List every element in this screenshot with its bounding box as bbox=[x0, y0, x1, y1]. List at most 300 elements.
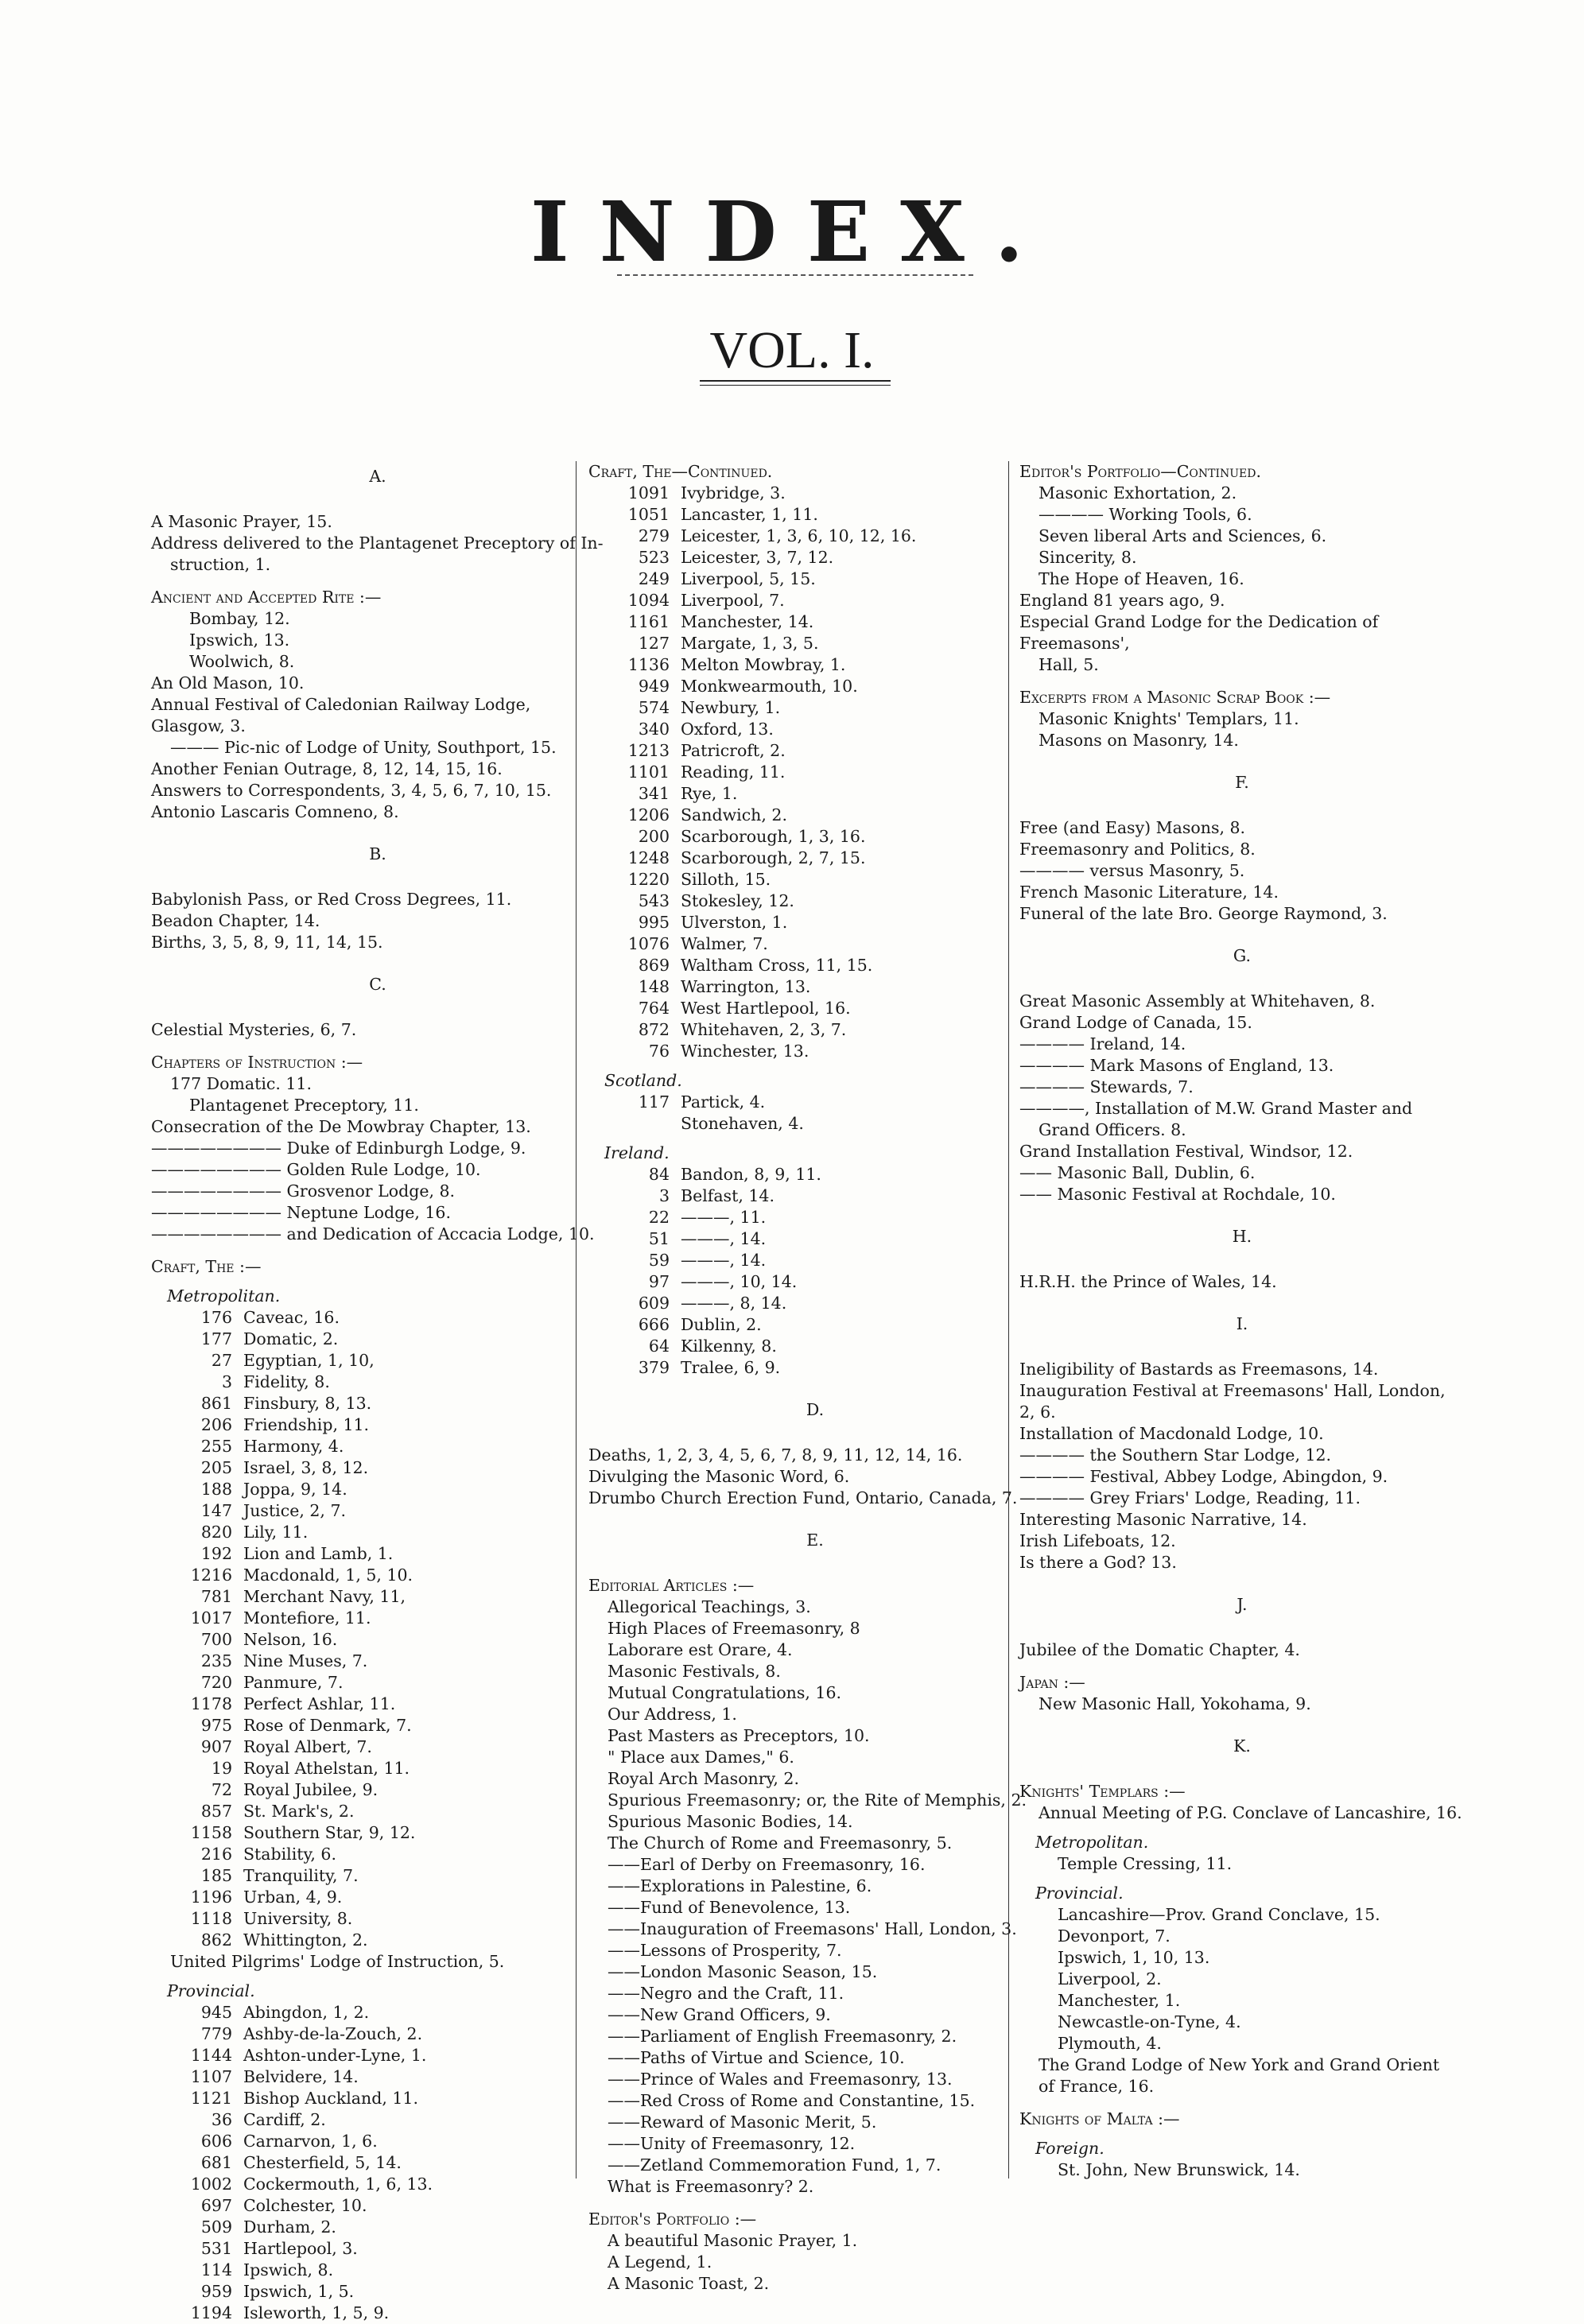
lodge-entry bbox=[151, 1779, 604, 1801]
lodge-number: 1194 bbox=[190, 2303, 232, 2322]
lodge-name: Ashton-under-Lyne, 1. bbox=[243, 2046, 427, 2065]
lodge-entry bbox=[588, 805, 1042, 826]
lodge-name: Merchant Navy, 11, bbox=[243, 1587, 406, 1606]
lodge-entry bbox=[151, 1629, 604, 1651]
index-entry: H.R.H. the Prince of Wales, 14. bbox=[1019, 1272, 1277, 1291]
lodge-name: Macdonald, 1, 5, 10. bbox=[243, 1565, 413, 1585]
category-heading: Ancient and Accepted Rite :— bbox=[151, 588, 382, 607]
index-entry: The Grand Lodge of New York and Grand Orient bbox=[1039, 2055, 1440, 2074]
index-entry: ——Zetland Commemoration Fund, 1, 7. bbox=[608, 2155, 941, 2175]
lodge-name: Harmony, 4. bbox=[243, 1437, 344, 1456]
lodge-number: 531 bbox=[200, 2239, 232, 2258]
index-entry: United Pilgrims' Lodge of Instruction, 5. bbox=[170, 1952, 505, 1971]
index-entry: Lancashire—Prov. Grand Conclave, 15. bbox=[1058, 1905, 1380, 1924]
index-entry: Masonic Exhortation, 2. bbox=[1039, 483, 1237, 502]
lodge-name: Stokesley, 12. bbox=[681, 891, 794, 910]
index-entry: Great Masonic Assembly at Whitehaven, 8. bbox=[1019, 991, 1376, 1011]
lodge-number: 59 bbox=[648, 1251, 670, 1270]
index-entry: Grand Lodge of Canada, 15. bbox=[1019, 1013, 1252, 1032]
letter-heading: A. bbox=[369, 467, 386, 486]
lodge-number: 147 bbox=[200, 1501, 232, 1520]
lodge-entry bbox=[151, 2238, 604, 2260]
lodge-number: 523 bbox=[638, 548, 670, 567]
lodge-entry bbox=[151, 1758, 604, 1779]
lodge-entry bbox=[588, 1207, 1042, 1228]
lodge-entry bbox=[588, 676, 1042, 697]
category-heading: Craft, The—Continued. bbox=[588, 462, 773, 481]
index-entry: Our Address, 1. bbox=[608, 1705, 737, 1724]
lodge-entry bbox=[588, 955, 1042, 976]
lodge-entry bbox=[588, 504, 1042, 526]
lodge-name: Scarborough, 1, 3, 16. bbox=[681, 827, 866, 846]
lodge-number: 1118 bbox=[190, 1909, 232, 1928]
lodge-name: Stability, 6. bbox=[243, 1845, 336, 1864]
lodge-name: Oxford, 13. bbox=[681, 720, 774, 739]
lodge-name: Fidelity, 8. bbox=[243, 1372, 330, 1391]
lodge-entry bbox=[588, 1293, 1042, 1314]
lodge-name: Lancaster, 1, 11. bbox=[681, 505, 818, 524]
index-entry: ———— Grey Friars' Lodge, Reading, 11. bbox=[1019, 1488, 1361, 1507]
lodge-number: 820 bbox=[200, 1523, 232, 1542]
lodge-name: Hartlepool, 3. bbox=[243, 2239, 358, 2258]
index-entry: Answers to Correspondents, 3, 4, 5, 6, 7, 10, 15. bbox=[151, 781, 552, 800]
subsection-heading: Scotland. bbox=[604, 1071, 682, 1090]
lodge-entry bbox=[151, 2217, 604, 2238]
lodge-entry bbox=[151, 1522, 604, 1543]
index-entry: ———————— Golden Rule Lodge, 10. bbox=[151, 1160, 481, 1179]
index-entry: ———————— and Dedication of Accacia Lodge, 10. bbox=[151, 1224, 595, 1243]
lodge-name: Caveac, 16. bbox=[243, 1308, 340, 1327]
lodge-number: 1158 bbox=[190, 1823, 232, 1842]
lodge-entry bbox=[588, 719, 1042, 740]
lodge-name: Urban, 4, 9. bbox=[243, 1888, 343, 1907]
lodge-number: 609 bbox=[638, 1294, 670, 1313]
index-entry: Bombay, 12. bbox=[189, 609, 290, 628]
lodge-entry bbox=[151, 1865, 604, 1887]
lodge-number: 700 bbox=[200, 1630, 232, 1649]
lodge-name: Belvidere, 14. bbox=[243, 2067, 359, 2086]
lodge-entry bbox=[151, 1479, 604, 1500]
index-entry: ——Prince of Wales and Freemasonry, 13. bbox=[608, 2070, 953, 2089]
lodge-number: 781 bbox=[200, 1587, 232, 1606]
lodge-entry bbox=[588, 526, 1042, 547]
column-divider bbox=[576, 461, 577, 2179]
index-entry: Antonio Lascaris Comneno, 8. bbox=[151, 802, 399, 821]
lodge-entry bbox=[151, 1543, 604, 1565]
subsection-heading: Metropolitan. bbox=[167, 1286, 281, 1306]
index-entry: ———— Mark Masons of England, 13. bbox=[1019, 1056, 1334, 1075]
index-entry: Ipswich, 1, 10, 13. bbox=[1058, 1948, 1210, 1967]
lodge-name: Rose of Denmark, 7. bbox=[243, 1716, 412, 1735]
index-entry: Spurious Freemasonry; or, the Rite of Memphis, 2. bbox=[608, 1791, 1027, 1810]
lodge-number: 764 bbox=[638, 999, 670, 1018]
lodge-entry bbox=[588, 1336, 1042, 1357]
lodge-entry bbox=[151, 1801, 604, 1822]
lodge-name: Justice, 2, 7. bbox=[243, 1501, 347, 1520]
lodge-name: Joppa, 9, 14. bbox=[243, 1480, 347, 1499]
subsection-heading: Provincial. bbox=[1035, 1884, 1124, 1903]
index-entry: of France, 16. bbox=[1039, 2077, 1155, 2096]
lodge-name: Israel, 3, 8, 12. bbox=[243, 1458, 369, 1477]
lodge-entry bbox=[151, 1565, 604, 1586]
lodge-number: 36 bbox=[211, 2110, 232, 2129]
index-entry: Funeral of the late Bro. George Raymond, 3. bbox=[1019, 904, 1388, 923]
lodge-entry bbox=[151, 1887, 604, 1908]
lodge-entry bbox=[151, 1822, 604, 1844]
index-entry: Masons on Masonry, 14. bbox=[1039, 731, 1239, 750]
lodge-name: Margate, 1, 3, 5. bbox=[681, 634, 819, 653]
lodge-name: Tralee, 6, 9. bbox=[681, 1358, 781, 1377]
lodge-name: Southern Star, 9, 12. bbox=[243, 1823, 416, 1842]
lodge-number: 697 bbox=[200, 2196, 232, 2215]
index-entry: An Old Mason, 10. bbox=[151, 673, 305, 693]
lodge-number: 779 bbox=[200, 2024, 232, 2043]
index-entry: ——Parliament of English Freemasonry, 2. bbox=[608, 2027, 957, 2046]
lodge-name: Isleworth, 1, 5, 9. bbox=[243, 2303, 390, 2322]
index-entry: ———————— Duke of Edinburgh Lodge, 9. bbox=[151, 1139, 526, 1158]
index-entry: Interesting Masonic Narrative, 14. bbox=[1019, 1510, 1307, 1529]
lodge-number: 862 bbox=[200, 1930, 232, 1950]
lodge-name: Ipswich, 8. bbox=[243, 2260, 334, 2279]
lodge-entry bbox=[151, 1500, 604, 1522]
lodge-name: Whittington, 2. bbox=[243, 1930, 368, 1950]
lodge-number: 114 bbox=[200, 2260, 232, 2279]
lodge-entry bbox=[151, 2088, 604, 2109]
lodge-name: Ivybridge, 3. bbox=[681, 483, 786, 502]
lodge-entry bbox=[588, 976, 1042, 998]
lodge-entry bbox=[588, 890, 1042, 912]
index-entry: ——Red Cross of Rome and Constantine, 15. bbox=[608, 2091, 976, 2110]
index-entry: Manchester, 1. bbox=[1058, 1991, 1181, 2010]
lodge-number: 1101 bbox=[627, 762, 670, 782]
letter-heading: E. bbox=[806, 1531, 824, 1550]
index-entry: New Masonic Hall, Yokohama, 9. bbox=[1039, 1694, 1311, 1713]
lodge-entry bbox=[151, 1350, 604, 1372]
letter-heading: D. bbox=[806, 1400, 825, 1419]
index-entry: Grand Officers. 8. bbox=[1039, 1120, 1186, 1139]
lodge-name: Patricroft, 2. bbox=[681, 741, 786, 760]
lodge-entry bbox=[588, 998, 1042, 1019]
lodge-number: 1178 bbox=[190, 1694, 232, 1713]
category-heading: Japan :— bbox=[1019, 1673, 1085, 1692]
index-column-2 bbox=[588, 461, 1042, 2295]
lodge-name: Winchester, 13. bbox=[681, 1042, 809, 1061]
lodge-name: Montefiore, 11. bbox=[243, 1608, 371, 1628]
lodge-name: Walmer, 7. bbox=[681, 934, 768, 953]
index-entry: ——Earl of Derby on Freemasonry, 16. bbox=[608, 1855, 926, 1874]
lodge-entry bbox=[151, 1930, 604, 1951]
index-entry: Another Fenian Outrage, 8, 12, 14, 15, 16. bbox=[151, 759, 503, 778]
lodge-number: 216 bbox=[200, 1845, 232, 1864]
lodge-entry bbox=[588, 1250, 1042, 1271]
lodge-entry bbox=[588, 1228, 1042, 1250]
lodge-number: 22 bbox=[648, 1208, 670, 1227]
category-heading: Editorial Articles :— bbox=[588, 1576, 755, 1595]
lodge-number: 1017 bbox=[190, 1608, 232, 1628]
lodge-name: Lily, 11. bbox=[243, 1523, 309, 1542]
index-entry: Masonic Festivals, 8. bbox=[608, 1662, 781, 1681]
lodge-number: 117 bbox=[638, 1092, 670, 1112]
index-entry: ———— Ireland, 14. bbox=[1019, 1034, 1186, 1053]
letter-heading: H. bbox=[1232, 1227, 1252, 1246]
lodge-number: 1206 bbox=[627, 805, 670, 824]
lodge-number: 185 bbox=[200, 1866, 232, 1885]
lodge-number: 869 bbox=[638, 956, 670, 975]
index-entry: ——Inauguration of Freemasons' Hall, London, 3. bbox=[608, 1919, 1017, 1938]
lodge-number: 64 bbox=[648, 1337, 670, 1356]
lodge-number: 1051 bbox=[627, 505, 670, 524]
index-entry: Spurious Masonic Bodies, 14. bbox=[608, 1812, 853, 1831]
lodge-name: Whitehaven, 2, 3, 7. bbox=[681, 1020, 847, 1039]
lodge-entry bbox=[151, 1586, 604, 1608]
index-entry: Installation of Macdonald Lodge, 10. bbox=[1019, 1424, 1324, 1443]
index-column-3 bbox=[1019, 461, 1465, 2181]
index-entry: ——Explorations in Palestine, 6. bbox=[608, 1876, 872, 1895]
index-entry: Beadon Chapter, 14. bbox=[151, 911, 320, 930]
lodge-name: Liverpool, 5, 15. bbox=[681, 569, 816, 588]
lodge-number: 509 bbox=[200, 2217, 232, 2237]
lodge-entry bbox=[588, 826, 1042, 848]
lodge-entry bbox=[151, 1608, 604, 1629]
lodge-number: 606 bbox=[200, 2132, 232, 2151]
lodge-name: Stonehaven, 4. bbox=[681, 1114, 804, 1133]
category-heading: Knights of Malta :— bbox=[1019, 2109, 1180, 2128]
lodge-name: Ipswich, 1, 5. bbox=[243, 2282, 355, 2301]
lodge-name: Cockermouth, 1, 6, 13. bbox=[243, 2175, 433, 2194]
index-entry: ————, Installation of M.W. Grand Master and bbox=[1019, 1099, 1413, 1118]
lodge-entry bbox=[588, 869, 1042, 890]
lodge-entry bbox=[151, 1715, 604, 1736]
lodge-number: 1220 bbox=[627, 870, 670, 889]
lodge-entry bbox=[151, 2174, 604, 2195]
lodge-number: 200 bbox=[638, 827, 670, 846]
index-entry: Plymouth, 4. bbox=[1058, 2034, 1162, 2053]
letter-heading: J. bbox=[1237, 1595, 1248, 1614]
index-entry: ———— the Southern Star Lodge, 12. bbox=[1019, 1445, 1332, 1465]
index-entry: Is there a God? 13. bbox=[1019, 1553, 1177, 1572]
index-entry: A beautiful Masonic Prayer, 1. bbox=[608, 2231, 858, 2250]
lodge-entry bbox=[588, 1314, 1042, 1336]
lodge-entry bbox=[588, 611, 1042, 633]
index-entry: ———— versus Masonry, 5. bbox=[1019, 861, 1245, 880]
index-entry: French Masonic Literature, 14. bbox=[1019, 883, 1279, 902]
lodge-number: 681 bbox=[200, 2153, 232, 2172]
lodge-name: Colchester, 10. bbox=[243, 2196, 367, 2215]
index-entry: Past Masters as Preceptors, 10. bbox=[608, 1726, 870, 1745]
lodge-number: 249 bbox=[638, 569, 670, 588]
lodge-name: Leicester, 3, 7, 12. bbox=[681, 548, 834, 567]
index-entry: Woolwich, 8. bbox=[189, 652, 295, 671]
lodge-name: Chesterfield, 5, 14. bbox=[243, 2153, 402, 2172]
index-entry: Devonport, 7. bbox=[1058, 1926, 1171, 1946]
lodge-name: Carnarvon, 1, 6. bbox=[243, 2132, 378, 2151]
letter-heading: I. bbox=[1236, 1314, 1248, 1333]
lodge-name: Royal Athelstan, 11. bbox=[243, 1759, 410, 1778]
lodge-entry bbox=[588, 1041, 1042, 1062]
index-entry: The Hope of Heaven, 16. bbox=[1039, 569, 1244, 588]
lodge-number: 1144 bbox=[190, 2046, 232, 2065]
index-entry: Annual Meeting of P.G. Conclave of Lancashire, 16. bbox=[1039, 1803, 1462, 1822]
lodge-number: 945 bbox=[200, 2003, 232, 2022]
lodge-number: 872 bbox=[638, 1020, 670, 1039]
lodge-name: ———, 10, 14. bbox=[681, 1272, 798, 1291]
lodge-name: Finsbury, 8, 13. bbox=[243, 1394, 372, 1413]
volume-rule bbox=[700, 380, 891, 386]
lodge-entry bbox=[588, 568, 1042, 590]
index-entry: Especial Grand Lodge for the Dedication of Freemasons', bbox=[1019, 612, 1384, 653]
lodge-number: 861 bbox=[200, 1394, 232, 1413]
index-entry: High Places of Freemasonry, 8 bbox=[608, 1619, 860, 1638]
lodge-entry bbox=[588, 697, 1042, 719]
index-entry: Deaths, 1, 2, 3, 4, 5, 6, 7, 8, 9, 11, 12, 14, 16. bbox=[588, 1445, 963, 1465]
lodge-name: ———, 11. bbox=[681, 1208, 767, 1227]
lodge-entry bbox=[151, 1672, 604, 1694]
lodge-name: Ulverston, 1. bbox=[681, 913, 788, 932]
lodge-name: Warrington, 13. bbox=[681, 977, 811, 996]
lodge-name: Kilkenny, 8. bbox=[681, 1337, 777, 1356]
lodge-name: ———, 8, 14. bbox=[681, 1294, 787, 1313]
index-entry: Temple Cressing, 11. bbox=[1058, 1854, 1233, 1873]
category-heading: Chapters of Instruction :— bbox=[151, 1053, 363, 1072]
lodge-number: 907 bbox=[200, 1737, 232, 1756]
lodge-entry bbox=[151, 2195, 604, 2217]
index-entry: ———— Working Tools, 6. bbox=[1039, 505, 1252, 524]
lodge-entry bbox=[151, 2066, 604, 2088]
lodge-entry bbox=[151, 1736, 604, 1758]
lodge-name: Reading, 11. bbox=[681, 762, 786, 782]
index-entry: A Legend, 1. bbox=[608, 2252, 712, 2272]
index-entry: ———— Festival, Abbey Lodge, Abingdon, 9. bbox=[1019, 1467, 1388, 1486]
lodge-number: 205 bbox=[200, 1458, 232, 1477]
index-entry: Inauguration Festival at Freemasons' Hall, London, 2, 6. bbox=[1019, 1381, 1451, 1422]
lodge-entry bbox=[151, 1844, 604, 1865]
lodge-name: Rye, 1. bbox=[681, 784, 738, 803]
lodge-name: Friendship, 11. bbox=[243, 1415, 370, 1434]
lodge-entry bbox=[151, 1457, 604, 1479]
lodge-name: Manchester, 14. bbox=[681, 612, 814, 631]
lodge-entry bbox=[151, 1414, 604, 1436]
index-column-1 bbox=[151, 461, 604, 2324]
index-entry: Babylonish Pass, or Red Cross Degrees, 11. bbox=[151, 890, 512, 909]
letter-heading: G. bbox=[1233, 946, 1252, 965]
lodge-name: Nine Muses, 7. bbox=[243, 1651, 368, 1670]
index-entry: Sincerity, 8. bbox=[1039, 548, 1137, 567]
index-entry: Masonic Knights' Templars, 11. bbox=[1039, 709, 1299, 728]
index-entry: Irish Lifeboats, 12. bbox=[1019, 1531, 1176, 1550]
lodge-number: 1076 bbox=[627, 934, 670, 953]
lodge-entry bbox=[588, 547, 1042, 568]
letter-heading: C. bbox=[369, 975, 386, 994]
lodge-entry bbox=[151, 2260, 604, 2281]
lodge-name: Panmure, 7. bbox=[243, 1673, 344, 1692]
lodge-entry bbox=[151, 2109, 604, 2131]
index-entry: ———————— Neptune Lodge, 16. bbox=[151, 1203, 451, 1222]
lodge-name: Waltham Cross, 11, 15. bbox=[681, 956, 873, 975]
lodge-entry bbox=[588, 1185, 1042, 1207]
index-entry: Drumbo Church Erection Fund, Ontario, Canada, 7. bbox=[588, 1488, 1018, 1507]
index-entry: struction, 1. bbox=[170, 555, 271, 574]
lodge-number: 543 bbox=[638, 891, 670, 910]
lodge-name: Partick, 4. bbox=[681, 1092, 766, 1112]
lodge-name: Silloth, 15. bbox=[681, 870, 771, 889]
index-entry: ——Negro and the Craft, 11. bbox=[608, 1984, 844, 2003]
index-entry: England 81 years ago, 9. bbox=[1019, 591, 1225, 610]
lodge-number: 76 bbox=[648, 1042, 670, 1061]
lodge-entry bbox=[588, 848, 1042, 869]
index-entry: ———————— Grosvenor Lodge, 8. bbox=[151, 1181, 456, 1201]
lodge-entry bbox=[588, 1019, 1042, 1041]
lodge-entry bbox=[588, 1113, 1042, 1135]
lodge-number: 1094 bbox=[627, 591, 670, 610]
lodge-number: 127 bbox=[638, 634, 670, 653]
letter-heading: F. bbox=[1235, 773, 1249, 792]
lodge-entry bbox=[588, 1271, 1042, 1293]
index-entry: ——Paths of Virtue and Science, 10. bbox=[608, 2048, 905, 2067]
lodge-name: Leicester, 1, 3, 6, 10, 12, 16. bbox=[681, 526, 917, 545]
category-heading: Excerpts from a Masonic Scrap Book :— bbox=[1019, 688, 1331, 707]
index-entry: 177 Domatic. 11. bbox=[170, 1074, 312, 1093]
lodge-name: Monkwearmouth, 10. bbox=[681, 677, 858, 696]
lodge-name: ———, 14. bbox=[681, 1229, 767, 1248]
index-entry: Seven liberal Arts and Sciences, 6. bbox=[1039, 526, 1327, 545]
lodge-number: 959 bbox=[200, 2282, 232, 2301]
lodge-number: 1091 bbox=[627, 483, 670, 502]
lodge-entry bbox=[151, 2131, 604, 2152]
lodge-name: Domatic, 2. bbox=[243, 1329, 339, 1348]
index-entry: Free (and Easy) Masons, 8. bbox=[1019, 818, 1246, 837]
lodge-number: 27 bbox=[211, 1351, 232, 1370]
lodge-number: 177 bbox=[200, 1329, 232, 1348]
index-entry: Plantagenet Preceptory, 11. bbox=[189, 1096, 419, 1115]
lodge-number: 19 bbox=[211, 1759, 232, 1778]
letter-heading: K. bbox=[1233, 1736, 1251, 1756]
lodge-name: Melton Mowbray, 1. bbox=[681, 655, 846, 674]
lodge-name: Egyptian, 1, 10, bbox=[243, 1351, 375, 1370]
lodge-entry bbox=[588, 783, 1042, 805]
subsection-heading: Provincial. bbox=[167, 1981, 255, 2000]
lodge-name: West Hartlepool, 16. bbox=[681, 999, 851, 1018]
lodge-number: 188 bbox=[200, 1480, 232, 1499]
lodge-entry bbox=[151, 1393, 604, 1414]
index-entry: Liverpool, 2. bbox=[1058, 1969, 1162, 1988]
lodge-number: 1248 bbox=[627, 848, 670, 867]
lodge-entry bbox=[151, 2152, 604, 2174]
lodge-entry bbox=[588, 590, 1042, 611]
subsection-heading: Ireland. bbox=[604, 1143, 670, 1162]
index-entry: Address delivered to the Plantagenet Preceptory of In- bbox=[151, 533, 604, 553]
index-entry: ——Fund of Benevolence, 13. bbox=[608, 1898, 851, 1917]
index-entry: Laborare est Orare, 4. bbox=[608, 1640, 793, 1659]
lodge-entry bbox=[151, 2002, 604, 2023]
lodge-entry bbox=[151, 1372, 604, 1393]
lodge-entry bbox=[588, 1092, 1042, 1113]
lodge-name: ———, 14. bbox=[681, 1251, 767, 1270]
index-entry: Newcastle-on-Tyne, 4. bbox=[1058, 2012, 1241, 2031]
lodge-number: 176 bbox=[200, 1308, 232, 1327]
index-entry: ——Unity of Freemasonry, 12. bbox=[608, 2134, 856, 2153]
lodge-entry bbox=[151, 1908, 604, 1930]
lodge-name: Newbury, 1. bbox=[681, 698, 781, 717]
index-entry: ——New Grand Officers, 9. bbox=[608, 2005, 831, 2024]
lodge-number: 206 bbox=[200, 1415, 232, 1434]
lodge-entry bbox=[588, 1164, 1042, 1185]
lodge-name: Ashby-de-la-Zouch, 2. bbox=[243, 2024, 423, 2043]
lodge-number: 3 bbox=[221, 1372, 232, 1391]
lodge-number: 1121 bbox=[190, 2089, 232, 2108]
index-entry: Consecration of the De Mowbray Chapter, 13. bbox=[151, 1117, 531, 1136]
lodge-entry bbox=[151, 1694, 604, 1715]
lodge-number: 1136 bbox=[627, 655, 670, 674]
